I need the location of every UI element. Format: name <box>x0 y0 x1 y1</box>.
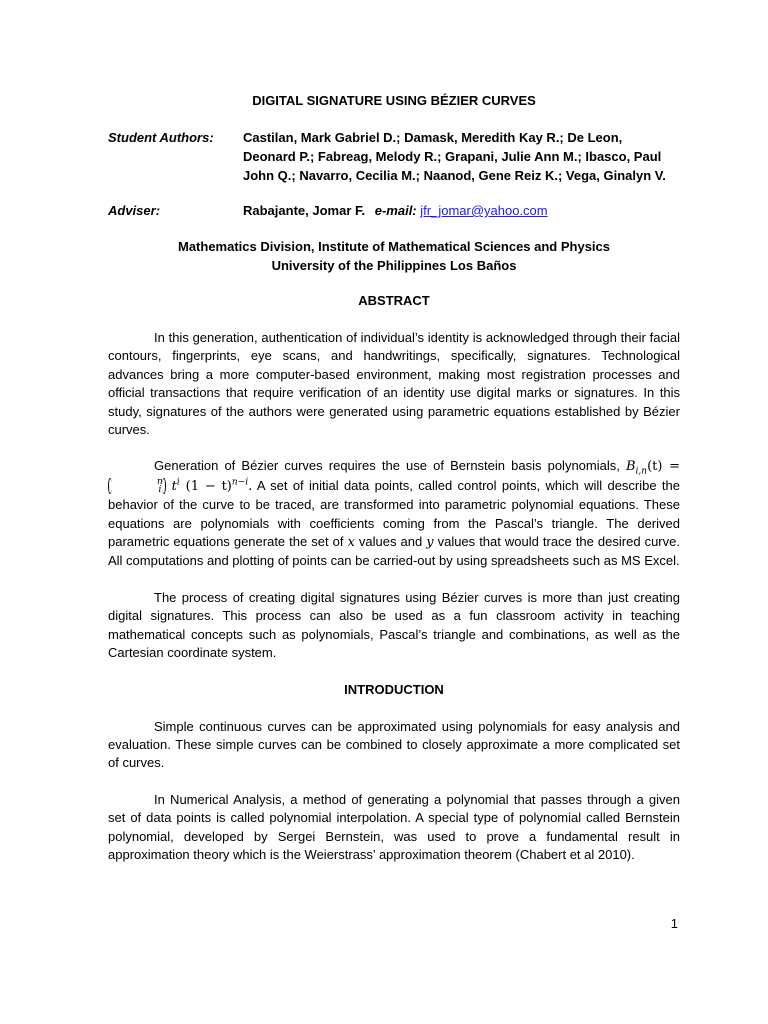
adviser-label: Adviser: <box>108 203 161 218</box>
abstract-p2-start: Generation of Bézier curves requires the use of Bernstein basis polynomials, <box>154 458 620 474</box>
authors-line-1: Castilan, Mark Gabriel D.; Damask, Meredith Kay R.; De Leon, <box>243 130 623 145</box>
page-number: 1 <box>670 916 678 931</box>
introduction-heading: INTRODUCTION <box>344 681 444 697</box>
paper-page <box>108 92 680 864</box>
var-y: y <box>426 535 434 551</box>
adviser-name: Rabajante, Jomar F. <box>243 203 366 218</box>
email-link[interactable]: jfr_jomar@yahoo.com <box>420 203 548 218</box>
var-x: x <box>347 535 355 551</box>
email-label: e-mail: <box>374 203 417 218</box>
authors-list <box>243 128 680 185</box>
authors-line-2: Deonard P.; Fabreag, Melody R.; Grapani, Julie Ann M.; Ibasco, Paul <box>243 149 662 164</box>
affiliation-line-1: Mathematics Division, Institute of Mathematical Sciences and Physics <box>177 239 611 254</box>
abstract-paragraph-3: The process of creating digital signatures using Bézier curves is more than just creating digital signatures. This process can also be used as a fun classroom activity in teaching mathematical concepts such as polynomials, Pascal’s triangle and combinations, as well as the Cartesian coordinate system. <box>108 589 680 661</box>
abstract-p2-rest-3: values that would trace the desired curve. All computations and plotting of points can be carried-out by using spreadsheets such as MS Excel. <box>108 534 680 569</box>
binomial-coefficient: n i <box>108 478 166 494</box>
adviser-block <box>108 201 680 220</box>
authors-line-3: John Q.; Navarro, Cecilia M.; Naanod, Gene Reiz K.; Vega, Ginalyn V. <box>243 168 666 183</box>
introduction-paragraph-1: Simple continuous curves can be approximated using polynomials for easy analysis and evaluation. These simple curves can be combined to closely approximate a more complicated set of curves. <box>108 718 680 771</box>
abstract-p2-rest-2: values and <box>354 534 427 550</box>
abstract-paragraph-2 <box>108 457 680 570</box>
authors-label: Student Authors: <box>108 130 214 145</box>
bernstein-formula: $B_{i,n}(t)$ = n i $t^i$ $(1 - t)^{n-i}$. <box>108 459 680 493</box>
abstract-heading: ABSTRACT <box>358 293 430 308</box>
affiliation-line-2: University of the Philippines Los Baños <box>271 258 517 273</box>
paper-title: DIGITAL SIGNATURE USING BÉZIER CURVES <box>252 93 536 108</box>
abstract-p2-rest-1: A set of initial data points, called control points, which will describe the behavior of the curve to be traced, are transformed into parametric polynomial equations. These equations are polynomials with coefficients coming from the Pascal’s triangle. The derived parametric equations generate the set of <box>108 477 681 550</box>
authors-block <box>108 128 680 185</box>
adviser-info <box>243 201 680 220</box>
introduction-paragraph-2: In Numerical Analysis, a method of generating a polynomial that passes through a given set of data points is called polynomial interpolation. A special type of polynomial called Bernstein polynomial, developed by Sergei Bernstein, was used to prove a fundamental result in approximation theory which is the Weierstrass’ approximation theorem (Chabert et al 2010). <box>108 791 680 862</box>
affiliation <box>108 237 680 275</box>
abstract-paragraph-1: In this generation, authentication of individual’s identity is acknowledged through their facial contours, fingerprints, eye scans, and handwritings, specifically, signatures. Technological advances bring a more computer-based environment, making most registration processes and official transactions that require verification of an identity use digital marks or signatures. In this study, signatures of the authors were generated using parametric equations established by Bézier curves. <box>108 330 680 438</box>
